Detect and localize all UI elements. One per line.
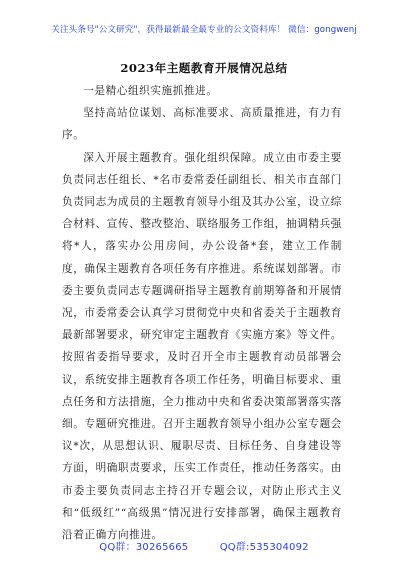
body-paragraph-2: 坚持高站位谋划、高标准要求、高质量推进，有力有序。 — [62, 107, 342, 142]
footer-qq-group-1: QQ群：30265665 — [99, 542, 189, 553]
body-paragraph-3: 深入开展主题教育。强化组织保障。成立由市委主要负责同志任组长、*名市委常委任副组长、相关市直部门负责同志为成员的主题教育领导小组及其办公室，设立综合材料、宣传、整改整治、联络服务工作组，抽调精兵强将*人，落实办公用房间，办公设备*套，建立工作制度，确保主题教育各项任务有序推进。系统谋划部署。市委主要负责同志专题调研指导主题教育前期筹备和开展情况，市委常委会认真学习贯彻党中央和省委关于主题教育最新部署要求，研究审定主题教育《实施方案》等文件。按照省委指导要求，及时召开全市主题教育动员部署会议，系统安排主题教育各项工作任务，明确目标要求、重点任务和方法措施，全力推动中央和省委决策部署落实落细。专题研究推进。召开主题教育领导小组办公室专题会议*次，从思想认识、履职尽责、目标任务、自身建设等方面，明确职责要求，压实工作责任，推动任务落实。由市委主要负责同志主持召开专题会议，对防止形式主义和“低级红”“高级黑”情况进行安排部署，确保主题教育沿着正确方向推进。 — [62, 151, 342, 542]
footer-qq-groups — [0, 538, 408, 553]
document-title: 2023年主题教育开展情况总结 — [120, 61, 288, 75]
body-paragraph-1: 一是精心组织实施抓推进。 — [83, 85, 218, 97]
header-promo-note: 关注头条号"公文研究"，获得最新最全最专业的公文资料库！ 微信：gongwenj — [51, 25, 357, 35]
document-body — [62, 80, 342, 546]
footer-qq-group-2: QQ群:535304092 — [219, 542, 309, 553]
